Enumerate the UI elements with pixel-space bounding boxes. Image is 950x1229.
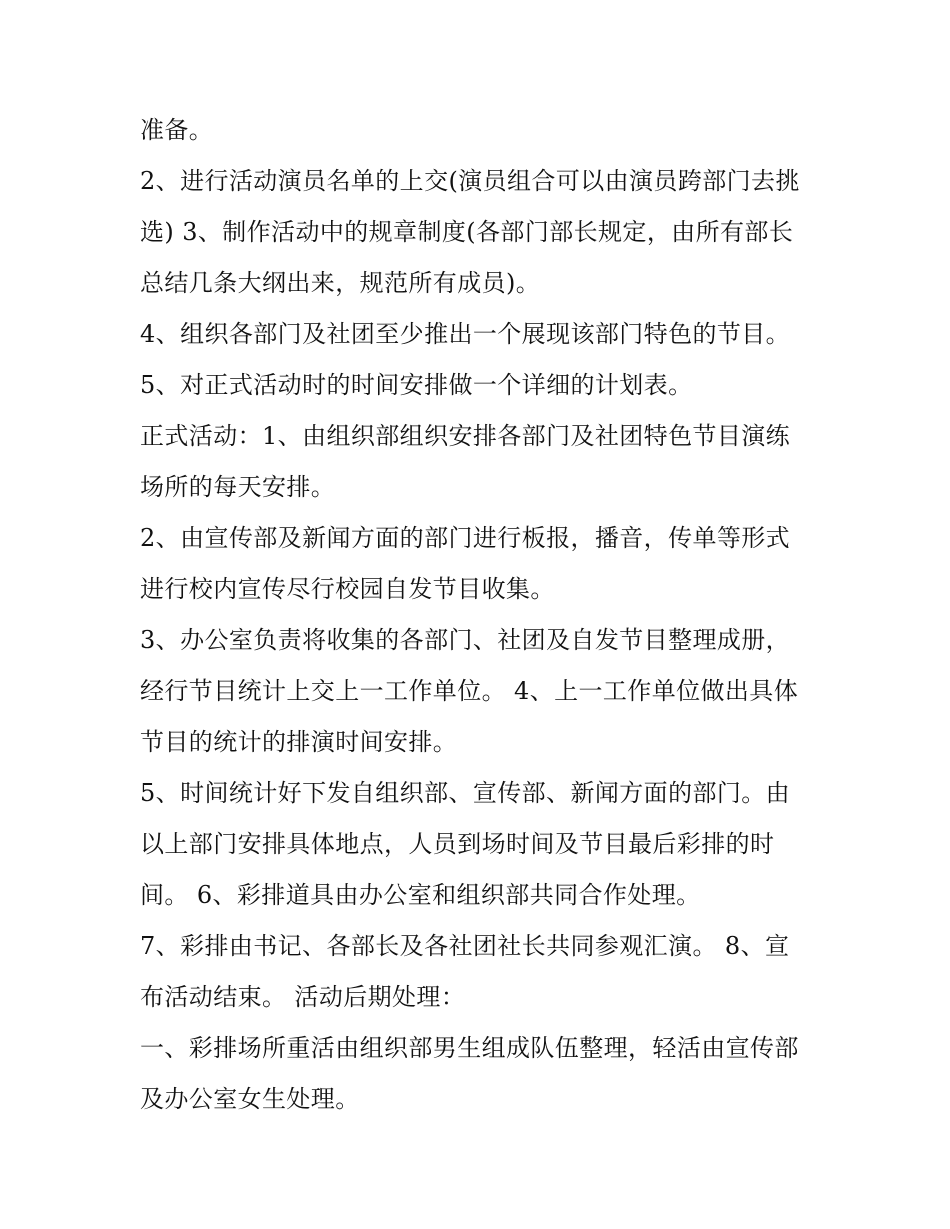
text-line: 场所的每天安排。 — [140, 473, 336, 501]
text-line: 2、由宣传部及新闻方面的部门进行板报，播音，传单等形式 — [140, 524, 791, 552]
text-line: 以上部门安排具体地点，人员到场时间及节目最后彩排的时 — [140, 830, 775, 858]
text-line: 7、彩排由书记、各部长及各社团社长共同参观汇演。 8、宣 — [140, 932, 790, 960]
text-line: 一、彩排场所重活由组织部男生组成队伍整理，轻活由宣传部 — [140, 1034, 799, 1062]
text-line: 5、对正式活动时的时间安排做一个详细的计划表。 — [140, 371, 693, 399]
text-line: 2、进行活动演员名单的上交(演员组合可以由演员跨部门去挑 — [140, 167, 800, 195]
text-line: 进行校内宣传尽行校园自发节目收集。 — [140, 575, 555, 603]
text-line: 准备。 — [140, 116, 214, 144]
text-line: 间。 6、彩排道具由办公室和组织部共同合作处理。 — [140, 881, 701, 909]
text-line: 布活动结束。 活动后期处理： — [140, 983, 466, 1011]
text-line: 5、时间统计好下发自组织部、宣传部、新闻方面的部门。由 — [140, 779, 791, 807]
text-line: 选) 3、制作活动中的规章制度(各部门部长规定，由所有部长 — [140, 218, 794, 246]
text-line: 正式活动：1、由组织部组织安排各部门及社团特色节目演练 — [140, 422, 791, 450]
text-line: 总结几条大纲出来，规范所有成员)。 — [140, 269, 541, 297]
text-line: 3、办公室负责将收集的各部门、社团及自发节目整理成册， — [140, 626, 791, 654]
text-line: 节目的统计的排演时间安排。 — [140, 728, 458, 756]
text-line: 经行节目统计上交上一工作单位。 4、上一工作单位做出具体 — [140, 677, 799, 705]
text-line: 4、组织各部门及社团至少推出一个展现该部门特色的节目。 — [140, 320, 791, 348]
document-body — [140, 108, 830, 1128]
text-line: 及办公室女生处理。 — [140, 1085, 360, 1113]
